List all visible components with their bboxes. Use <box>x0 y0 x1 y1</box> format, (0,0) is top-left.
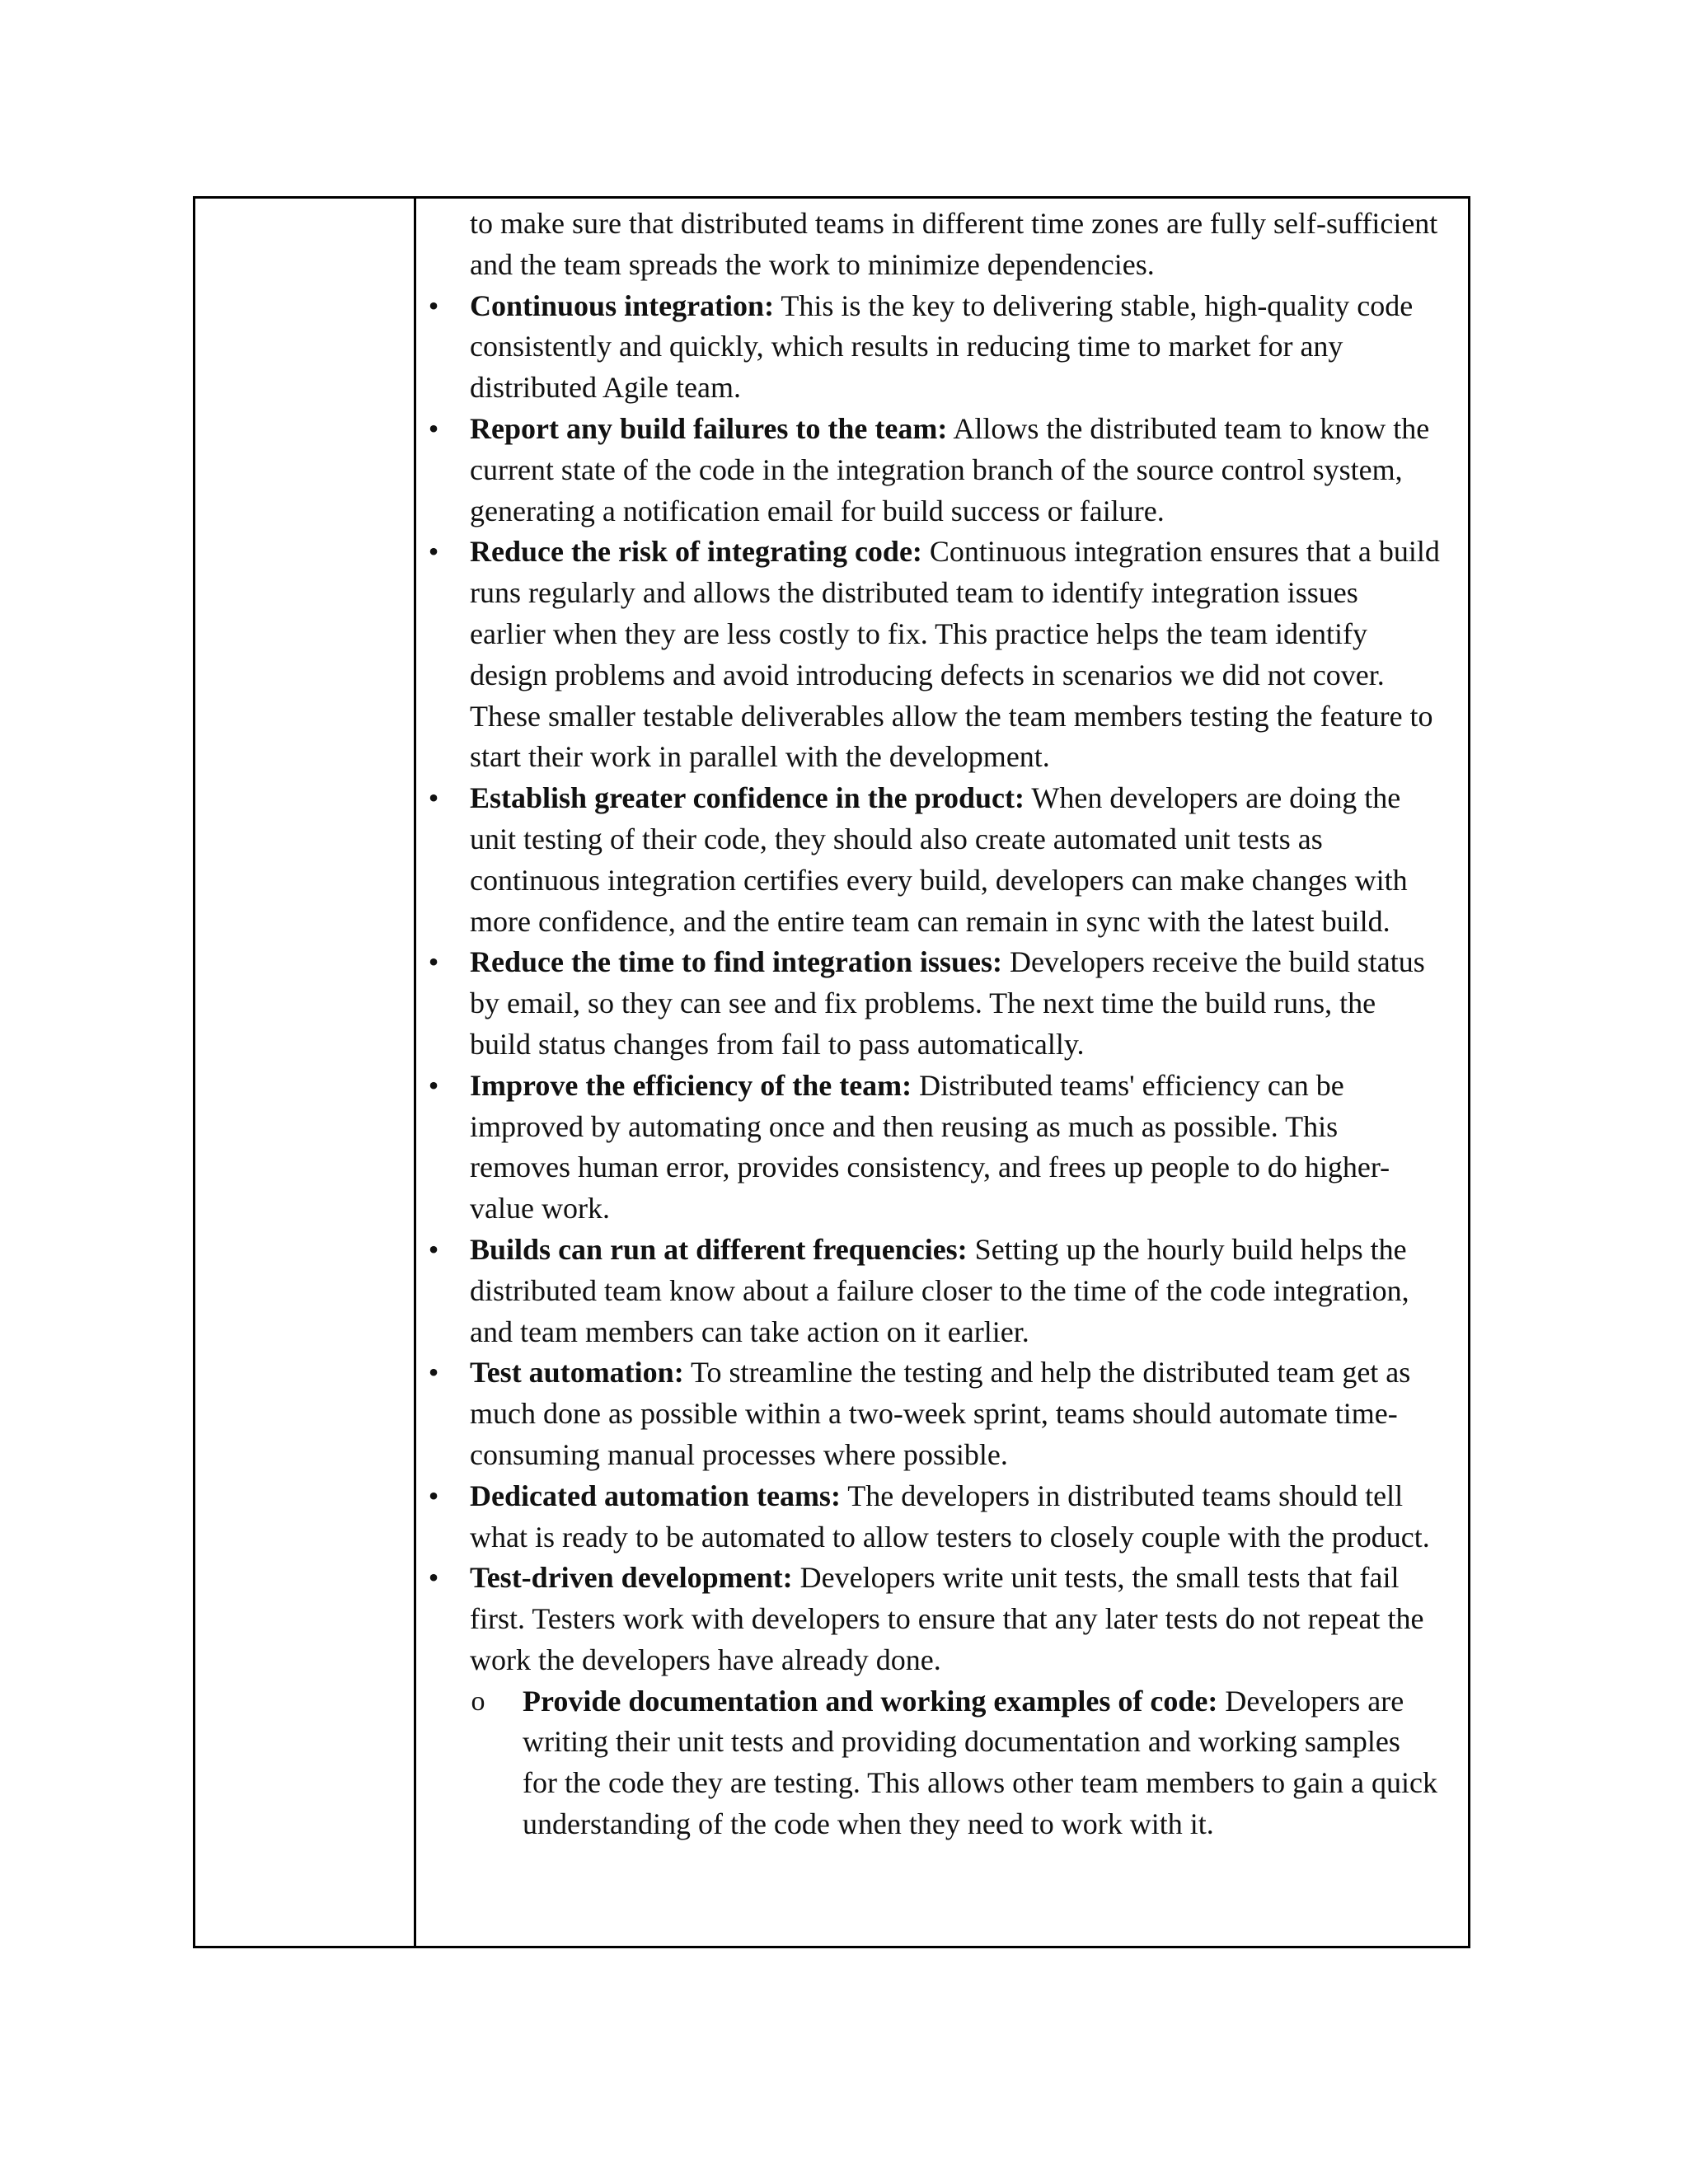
item-label: Dedicated automation teams: <box>470 1479 841 1512</box>
intro-paragraph: to make sure that distributed teams in different time zones are fully self-sufficient and the team spreads the work to minimize dependencies. <box>470 207 1438 281</box>
sub-list-item <box>418 1681 1440 1845</box>
item-text: To streamline the testing and help the distributed team get as much done as possible within a two-week sprint, teams should automate time-consuming manual processes where possible. <box>470 1356 1411 1471</box>
table-right-cell <box>416 199 1468 1946</box>
item-label: Continuous integration: <box>470 288 775 322</box>
hollow-bullet-icon: o <box>471 1685 485 1717</box>
list-item <box>418 286 1440 409</box>
item-label: Test-driven development: <box>470 1561 793 1595</box>
list-item <box>418 409 1440 532</box>
bullet-icon: • <box>428 535 439 569</box>
item-label: Test automation: <box>470 1356 684 1390</box>
table-left-cell <box>195 199 416 1946</box>
list-item <box>418 942 1440 1065</box>
list-item <box>418 1558 1440 1680</box>
bullet-icon: • <box>428 1356 439 1390</box>
list-item <box>418 1476 1440 1558</box>
sub-item-label: Provide documentation and working examples of code: <box>523 1684 1218 1718</box>
item-text: Developers write unit tests, the small tests that fail first. Testers work with developers to ensure that any later tests do not repeat the work the developers have already done. <box>470 1561 1424 1676</box>
item-label: Reduce the time to find integration issues: <box>470 945 1002 979</box>
item-text: This is the key to delivering stable, high-quality code consistently and quickly, which results in reducing time to market for any distributed Agile team. <box>470 288 1414 405</box>
item-label: Builds can run at different frequencies: <box>470 1232 968 1266</box>
list-item <box>418 1230 1440 1352</box>
item-text: Setting up the hourly build helps the distributed team know about a failure closer to the time of the code integration, and team members can take action on it earlier. <box>470 1232 1409 1348</box>
bullet-icon: • <box>428 945 439 979</box>
item-text: Continuous integration ensures that a build runs regularly and allows the distributed team to identify integration issues earlier when they are less costly to fix. This practice helps the team identify design problems and avoid introducing defects in scenarios we did not cover. These smaller testable deliverables allow the team members testing the feature to start their work in parallel with the development. <box>470 535 1440 774</box>
cell-content <box>418 204 1440 1845</box>
item-text: When developers are doing the unit testing of their code, they should also create automated unit tests as continuous integration certifies every build, developers can make changes with more confidence, and the entire team can remain in sync with the latest build. <box>470 781 1408 938</box>
list-item <box>418 1066 1440 1230</box>
document-table <box>193 196 1470 1948</box>
bullet-icon: • <box>428 1479 439 1512</box>
bullet-icon: • <box>428 288 439 322</box>
bullet-icon: • <box>428 781 439 815</box>
list-item <box>418 1352 1440 1475</box>
item-label: Reduce the risk of integrating code: <box>470 535 922 569</box>
item-text: The developers in distributed teams should tell what is ready to be automated to allow testers to closely couple with the product. <box>470 1479 1430 1554</box>
item-label: Establish greater confidence in the product: <box>470 781 1025 815</box>
item-text: Allows the distributed team to know the current state of the code in the integration branch of the source control system, generating a notification email for build success or failure. <box>470 411 1430 527</box>
sub-item-text: Developers are writing their unit tests and providing documentation and working samples for the code they are testing. This allows other team members to gain a quick understanding of the code when they need to work with it. <box>523 1684 1438 1841</box>
list-item <box>418 532 1440 778</box>
item-label: Report any build failures to the team: <box>470 411 948 445</box>
item-label: Improve the efficiency of the team: <box>470 1068 912 1102</box>
item-text: Distributed teams' efficiency can be improved by automating once and then reusing as much as possible. This removes human error, provides consistency, and frees up people to do higher-value work. <box>470 1068 1390 1226</box>
bullet-icon: • <box>428 1232 439 1266</box>
bullet-icon: • <box>428 1068 439 1102</box>
bullet-icon: • <box>428 1561 439 1595</box>
item-text: Developers receive the build status by email, so they can see and fix problems. The next time the build runs, the build status changes from fail to pass automatically. <box>470 945 1425 1061</box>
bullet-icon: • <box>428 411 439 445</box>
list-item <box>418 778 1440 942</box>
